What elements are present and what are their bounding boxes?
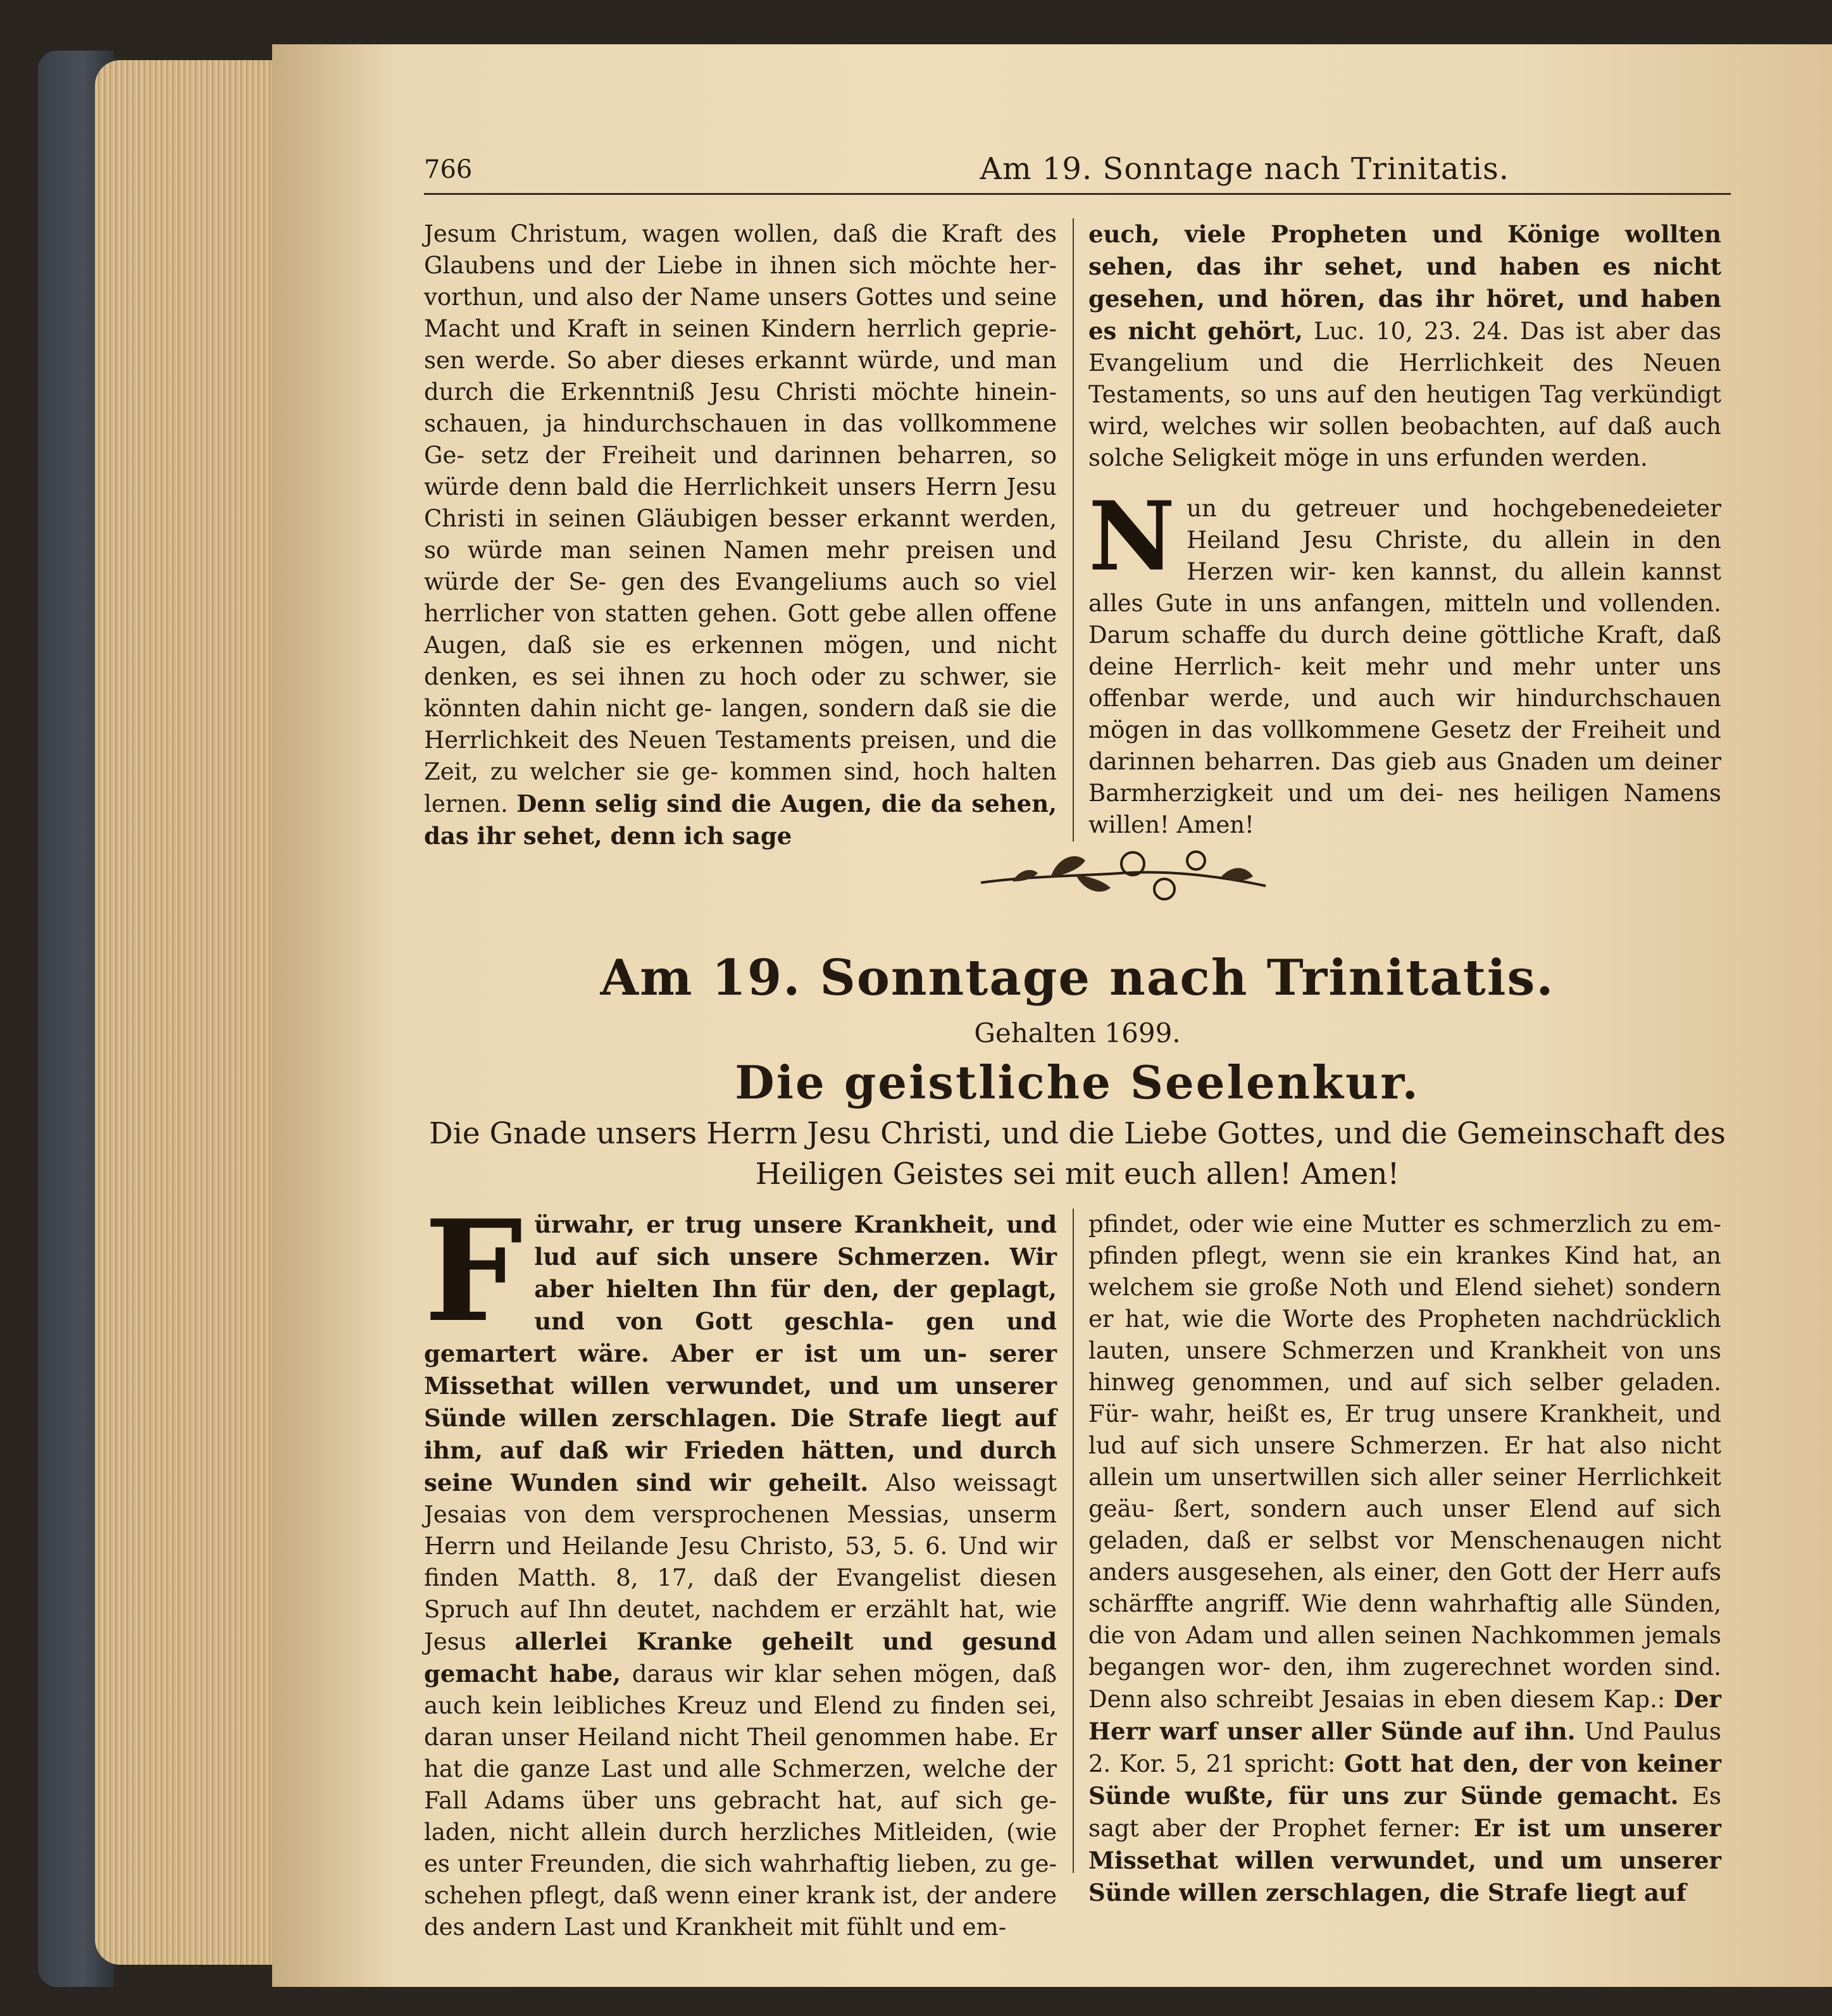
column-divider-bottom <box>1073 1209 1074 1873</box>
page-number: 766 <box>424 155 473 184</box>
paragraph: pfindet, oder wie eine Mutter es schmerzlich zu em- pfinden pflegt, wenn sie ein krankes Kind hat, an welchem sie große Noth und Elend siehet) sondern er hat, wie die Worte des Propheten nachdrücklich lauten, unsere Schmerzen und Krankheit von uns hinweg genommen, und auf sich selber geladen. Für- wahr, heißt es, Er trug unsere Krankheit, und lud auf sich unsere Schmerzen. Er hat also nicht allein um unsertwillen sich aller seiner Herrlichkeit geäu- ßert, sondern auch unser Elend auf sich geladen, daß er selbst vor Menschenaugen nicht anders ausgesehen, als einer, den Gott der Herr aufs schärffte angriff. Wie denn wahrhaftig alle Sünden, die von Adam und allen seinen Nachkommen jemals begangen wor- den, ihm zugerechnet worden sind. Denn also schreibt Jesaias in eben diesem Kap.: Der Herr warf unser aller Sünde auf ihn. Und Paulus 2. Kor. 5, 21 spricht: Gott hat den, der von keiner Sünde wußte, für uns zur Sünde gemacht. Es sagt aber der Prophet ferner: Er ist um unserer Missethat willen verwundet, und um unserer Sünde willen zerschlagen, die Strafe liegt auf <box>1088 1210 1721 1907</box>
floral-ornament-icon <box>975 838 1272 914</box>
bottom-right-column <box>1088 1209 1721 1909</box>
bold-quote: allerlei Kranke geheilt und gesund gemacht habe, <box>424 1627 1057 1688</box>
sermon-title: Am 19. Sonntage nach Trinitatis. <box>600 949 1555 1007</box>
bottom-left-column <box>424 1189 1057 1943</box>
column-divider-top <box>1073 218 1074 842</box>
top-right-column <box>1088 218 1721 841</box>
bold-quote: Gott hat den, der von keiner Sünde wußte, für uns zur Sünde gemacht. <box>1088 1750 1721 1810</box>
delivered-date: Gehalten 1699. <box>974 1017 1181 1048</box>
bold-quote: Der Herr warf unser aller Sünde auf ihn. <box>1088 1685 1721 1745</box>
page-header <box>424 151 1731 195</box>
drop-cap-initial: F <box>424 1189 523 1353</box>
bold-quote: euch, viele Propheten und Könige wollten sehen, das ihr sehet, und haben es nicht gesehen, und hören, das ihr höret, und haben es nicht gehört, <box>1088 220 1721 345</box>
bold-quote: ürwahr, er trug unsere Krankheit, und lud auf sich unsere Schmerzen. Wir aber hielten Ihn für den, der geplagt, und von Gott geschla- gen und gemartert wäre. Aber er ist um un- serer Missethat willen verwundet, und um unserer Sünde willen zerschlagen. Die Strafe liegt auf ihm, auf daß wir Frieden hätten, und durch seine Wunden sind wir geheilt. <box>424 1210 1057 1496</box>
paragraph: Fürwahr, er trug unsere Krankheit, und lud auf sich unsere Schmerzen. Wir aber hielten Ihn für den, der geplagt, und von Gott geschla- gen und gemartert wäre. Aber er ist um un- serer Missethat willen verwundet, und um unserer Sünde willen zerschlagen. Die Strafe liegt auf ihm, auf daß wir Frieden hätten, und durch seine Wunden sind wir geheilt. Also weissagt Jesaias von dem versprochenen Messias, unserm Herrn und Heilande Jesu Christo, 53, 5. 6. Und wir finden Matth. 8, 17, daß der Evangelist diesen Spruch auf Ihn deutet, nachdem er erzählt hat, wie Jesus allerlei Kranke geheilt und gesund gemacht habe, daraus wir klar sehen mögen, daß auch kein leibliches Kreuz und Elend zu finden sei, daran unser Heiland nicht Theil genommen habe. Er hat die ganze Last und alle Schmerzen, welche der Fall Adams über uns gebracht hat, auf sich ge- laden, nicht allein durch herzliches Mitleiden, (wie es unter Freunden, die sich wahrhaftig lieben, zu ge- schehen pflegt, daß wenn einer krank ist, der andere des andern Last und Krankheit mit fühlt und em- <box>424 1189 1057 1941</box>
bold-quote: Er ist um unserer Missethat willen verwundet, und um unserer Sünde willen zerschlagen, die Strafe liegt auf <box>1088 1814 1721 1907</box>
paragraph: Jesum Christum, wagen wollen, daß die Kraft des Glaubens und der Liebe in ihnen sich möchte her- vorthun, und also der Name unsers Gottes und seine Macht und Kraft in seinen Kindern herrlich geprie- sen werde. So aber dieses erkannt würde, und man durch die Erkenntniß Jesu Christi möchte hinein- schauen, ja hindurchschauen in das vollkommene Ge- setz der Freiheit und darinnen beharren, so würde denn bald die Herrlichkeit unsers Herrn Jesu Christi in seinen Gläubigen besser erkannt werden, so würde man seinen Namen mehr preisen und würde der Se- gen des Evangeliums auch so viel herrlicher von statten gehen. Gott gebe allen offene Augen, daß sie es erkennen mögen, und nicht denken, es sei ihnen zu hoch oder zu schwer, sie könnten dahin nicht ge- langen, sondern daß sie die Herrlichkeit des Neuen Testaments preisen, und die Zeit, zu welcher sie ge- kommen sind, hoch halten lernen. Denn selig sind die Augen, die da sehen, das ihr sehet, denn ich sage <box>424 220 1057 850</box>
top-left-column <box>424 218 1057 852</box>
page-edges <box>95 60 278 1965</box>
blessing: Die Gnade unsers Herrn Jesu Christi, und die Liebe Gottes, und die Gemeinschaft des Heiligen Geistes sei mit euch allen! Amen! <box>429 1116 1726 1192</box>
book-page <box>272 44 1832 1987</box>
sermon-subtitle: Die geistliche Seelenkur. <box>735 1055 1420 1109</box>
drop-cap-initial: N <box>1088 481 1176 592</box>
prayer-paragraph: Nun du getreuer und hochgebenedeieter Heiland Jesu Christe, du allein in den Herzen wir- ken kannst, du allein kannst alles Gute in uns anfangen, mitteln und vollenden. Darum schaffe du durch deine göttliche Kraft, daß deine Herrlich- keit mehr und mehr unter uns offenbar werde, und auch wir hindurchschauen mögen in das vollkommene Gesetz der Freiheit und darinnen beharren. Das gieb aus Gnaden um deiner Barmherzigkeit und um dei- nes heiligen Namens willen! Amen! <box>1088 481 1721 838</box>
bold-quote: Denn selig sind die Augen, die da sehen, das ihr sehet, denn ich sage <box>424 790 1057 850</box>
running-head: Am 19. Sonntage nach Trinitatis. <box>980 151 1509 187</box>
paragraph: euch, viele Propheten und Könige wollten sehen, das ihr sehet, und haben es nicht gesehen, und hören, das ihr höret, und haben es nicht gehört, Luc. 10, 23. 24. Das ist aber das Evangelium und die Herrlichkeit des Neuen Testaments, so uns auf den heutigen Tag verkündigt wird, welches wir sollen beobachten, auf daß auch solche Seligkeit möge in uns erfunden werden. <box>1088 220 1721 471</box>
